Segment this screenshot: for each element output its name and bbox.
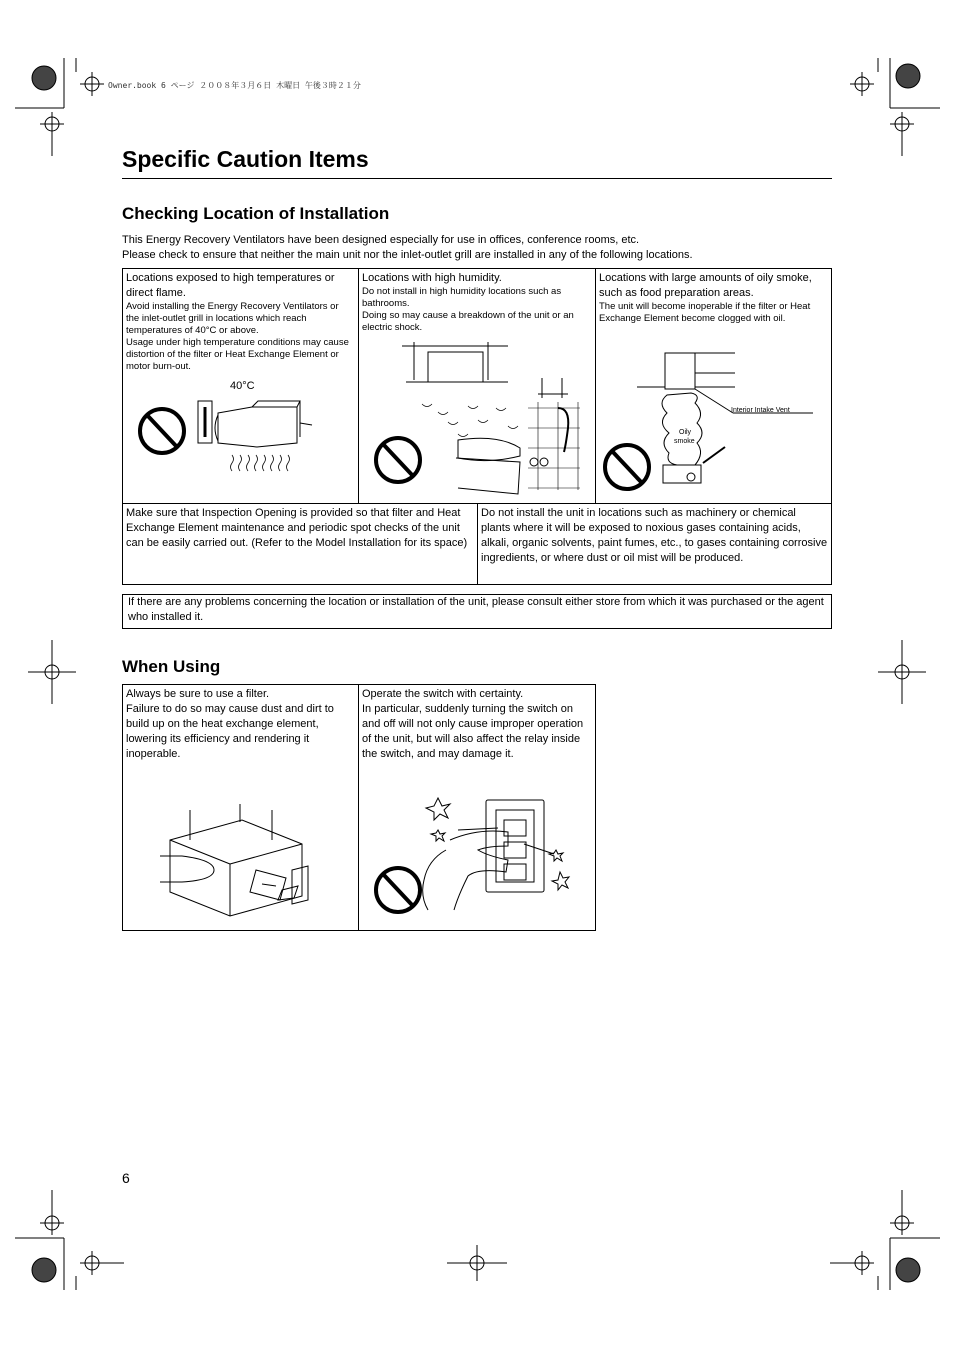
- chemical-plants-note: Do not install the unit in locations such as machinery or chemical plants where it will be exposed to noxious gases containing acids, alkali, organic solvents, paint fumes, etc., to gases containing corrosive ingredients, or where dust or oil mist will be produced.: [481, 507, 828, 564]
- cell-body: Avoid installing the Energy Recovery Ventilators or the inlet-outlet grill in locations which reach temperatures of 40°C or above.: [126, 301, 339, 336]
- intro-line-2: Please check to ensure that neither the main unit nor the inlet-outlet grill are installed in any of the following locations.: [122, 249, 693, 261]
- cell-body: Failure to do so may cause dust and dirt to build up on the heat exchange element, lowering its efficiency and rendering it inoperable.: [126, 703, 334, 760]
- cell-title: Locations exposed to high temperatures or direct flame.: [126, 272, 335, 299]
- switch-illustration: [358, 780, 596, 930]
- print-header: Owner.book 6 ページ ２００８年３月６日 木曜日 午後３時２１分: [108, 81, 361, 90]
- title-rule: [122, 178, 832, 179]
- interior-intake-vent-label: Interior Intake Vent: [731, 407, 790, 414]
- inspection-opening-note: Make sure that Inspection Opening is provided so that filter and Heat Exchange Element maintenance and periodic spot checks of the unit can be easily carried out. (Refer to the Model Installation for its space): [126, 507, 468, 549]
- cell-title: Operate the switch with certainty.: [362, 688, 524, 700]
- cell-body: Usage under high temperature conditions may cause distortion of the filter or Heat Exchange Element or motor burn-out.: [126, 337, 349, 372]
- consult-note: If there are any problems concerning the location or installation of the unit, please consult either store from which it was purchased or the agent who installed it.: [128, 596, 824, 623]
- page-title: Specific Caution Items: [122, 146, 369, 172]
- high-temperature-illustration: [122, 393, 358, 503]
- intro-line-1: This Energy Recovery Ventilators have been designed especially for use in offices, conference rooms, etc.: [122, 234, 640, 246]
- cell-body: In particular, suddenly turning the switch on and off will not only cause improper operation of the unit, but will also affect the relay inside the switch, and may damage it.: [362, 703, 584, 760]
- installation-heading: Checking Location of Installation: [122, 204, 390, 223]
- caution-cell-high-temperature: [122, 268, 358, 376]
- cell-body: Doing so may cause a breakdown of the unit or an electric shock.: [362, 310, 574, 333]
- installation-intro: [122, 233, 832, 263]
- cell-body: Do not install in high humidity locations such as bathrooms.: [362, 286, 562, 309]
- oily-smoke-label: Oily: [679, 429, 692, 436]
- use-filter-cell: [122, 684, 358, 765]
- oily-smoke-illustration: [595, 343, 832, 503]
- cell-title: Locations with large amounts of oily smoke, such as food preparation areas.: [599, 272, 812, 299]
- filter-illustration: [122, 800, 358, 930]
- cell-body: The unit will become inoperable if the filter or Heat Exchange Element become clogged with oil.: [599, 301, 811, 324]
- caution-cell-oily-smoke: [595, 268, 832, 328]
- cell-title: Locations with high humidity.: [362, 272, 502, 284]
- caution-cell-high-humidity: [358, 268, 595, 337]
- temperature-label: 40°C: [230, 380, 255, 392]
- switch-operation-cell: [358, 684, 596, 765]
- when-using-heading: When Using: [122, 657, 221, 676]
- oily-smoke-label: smoke: [674, 438, 695, 445]
- cell-title: Always be sure to use a filter.: [126, 688, 270, 700]
- page-number: 6: [122, 1170, 130, 1186]
- high-humidity-illustration: [358, 338, 595, 503]
